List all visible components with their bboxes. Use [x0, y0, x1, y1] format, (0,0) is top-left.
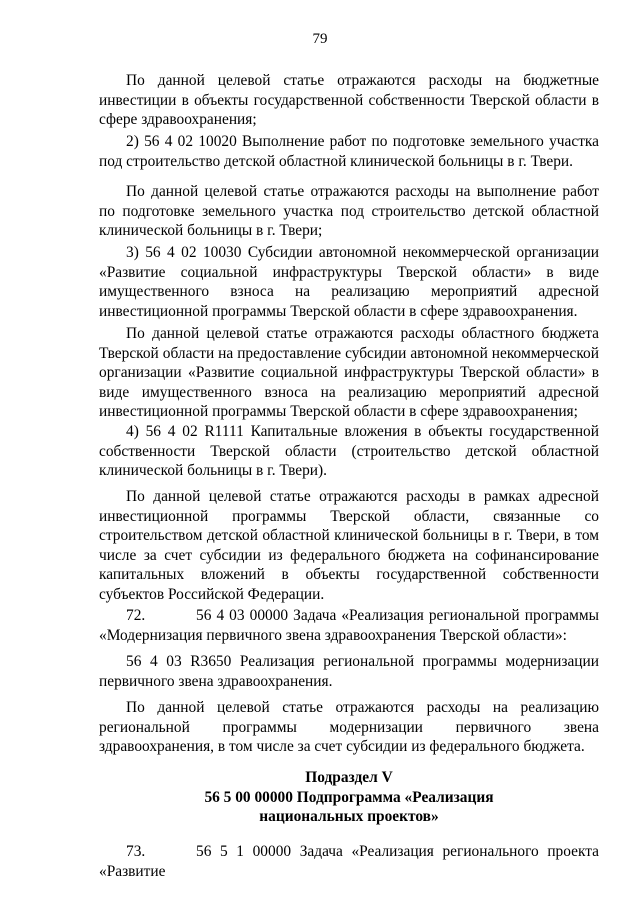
page-number: 79 [312, 31, 328, 47]
paragraph-1: По данной целевой статье отражаются расходы на бюджетные инвестиции в объекты государственной собственности Тверской области в сфере здравоохранения; [99, 72, 599, 129]
heading-line-1: Подраздел V [305, 769, 393, 786]
paragraph-2: 2) 56 4 02 10020 Выполнение работ по подготовке земельного участка под строительство детской областной клинической больницы в г. Твери. [99, 133, 599, 170]
heading-line-2: 56 5 00 00000 Подпрограмма «Реализация [204, 788, 494, 806]
paragraph-8 [99, 606, 599, 645]
paragraph-5: По данной целевой статье отражаются расходы областного бюджета Тверской области на предоставление субсидии автономной некоммерческой организации «Развитие социальной инфраструктуры Тверской области» в виде имущественного взноса на реализацию мероприятий адресной инвестиционной программы Тверской области в сфере здравоохранения; [99, 325, 599, 421]
paragraph-4: 3) 56 4 02 10030 Субсидии автономной некоммерческой организации «Развитие социальной инфраструктуры Тверской области» в виде имущественного взноса на реализацию мероприятий адресной инвестиционной программы Тверской области в сфере здравоохранения. [99, 244, 599, 320]
paragraph-7: По данной целевой статье отражаются расходы в рамках адресной инвестиционной программы Тверской области, связанные со строительством детской областной клинической больницы в г. Твери, в том числе за счет субсидии из федерального бюджета на софинансирование капитальных вложений в объекты государственной собственности субъектов Российской Федерации. [99, 488, 599, 603]
item-number-73: 73. [126, 843, 146, 860]
heading-line-3: национальных проектов» [259, 808, 439, 826]
item-number-72: 72. [126, 607, 146, 624]
paragraph-10: По данной целевой статье отражаются расходы на реализацию региональной программы модернизации первичного звена здравоохранения, в том числе за счет субсидии из федерального бюджета. [99, 699, 599, 756]
paragraph-11-text: 56 5 1 00000 Задача «Реализация регионального проекта «Развитие [99, 843, 599, 880]
paragraph-9: 56 4 03 R3650 Реализация региональной программы модернизации первичного звена здравоохранения. [99, 653, 599, 690]
paragraph-3: По данной целевой статье отражаются расходы на выполнение работ по подготовке земельного участка под строительство детской областной клинической больницы в г. Твери; [99, 183, 599, 240]
paragraph-6: 4) 56 4 02 R1111 Капитальные вложения в объекты государственной собственности Тверской области (строительство детской областной клинической больницы в г. Твери). [99, 423, 599, 480]
section-heading [99, 768, 599, 827]
paragraph-8-text: 56 4 03 00000 Задача «Реализация региональной программы «Модернизация первичного звена здравоохранения Тверской области»: [99, 607, 599, 644]
paragraph-11 [99, 842, 599, 881]
